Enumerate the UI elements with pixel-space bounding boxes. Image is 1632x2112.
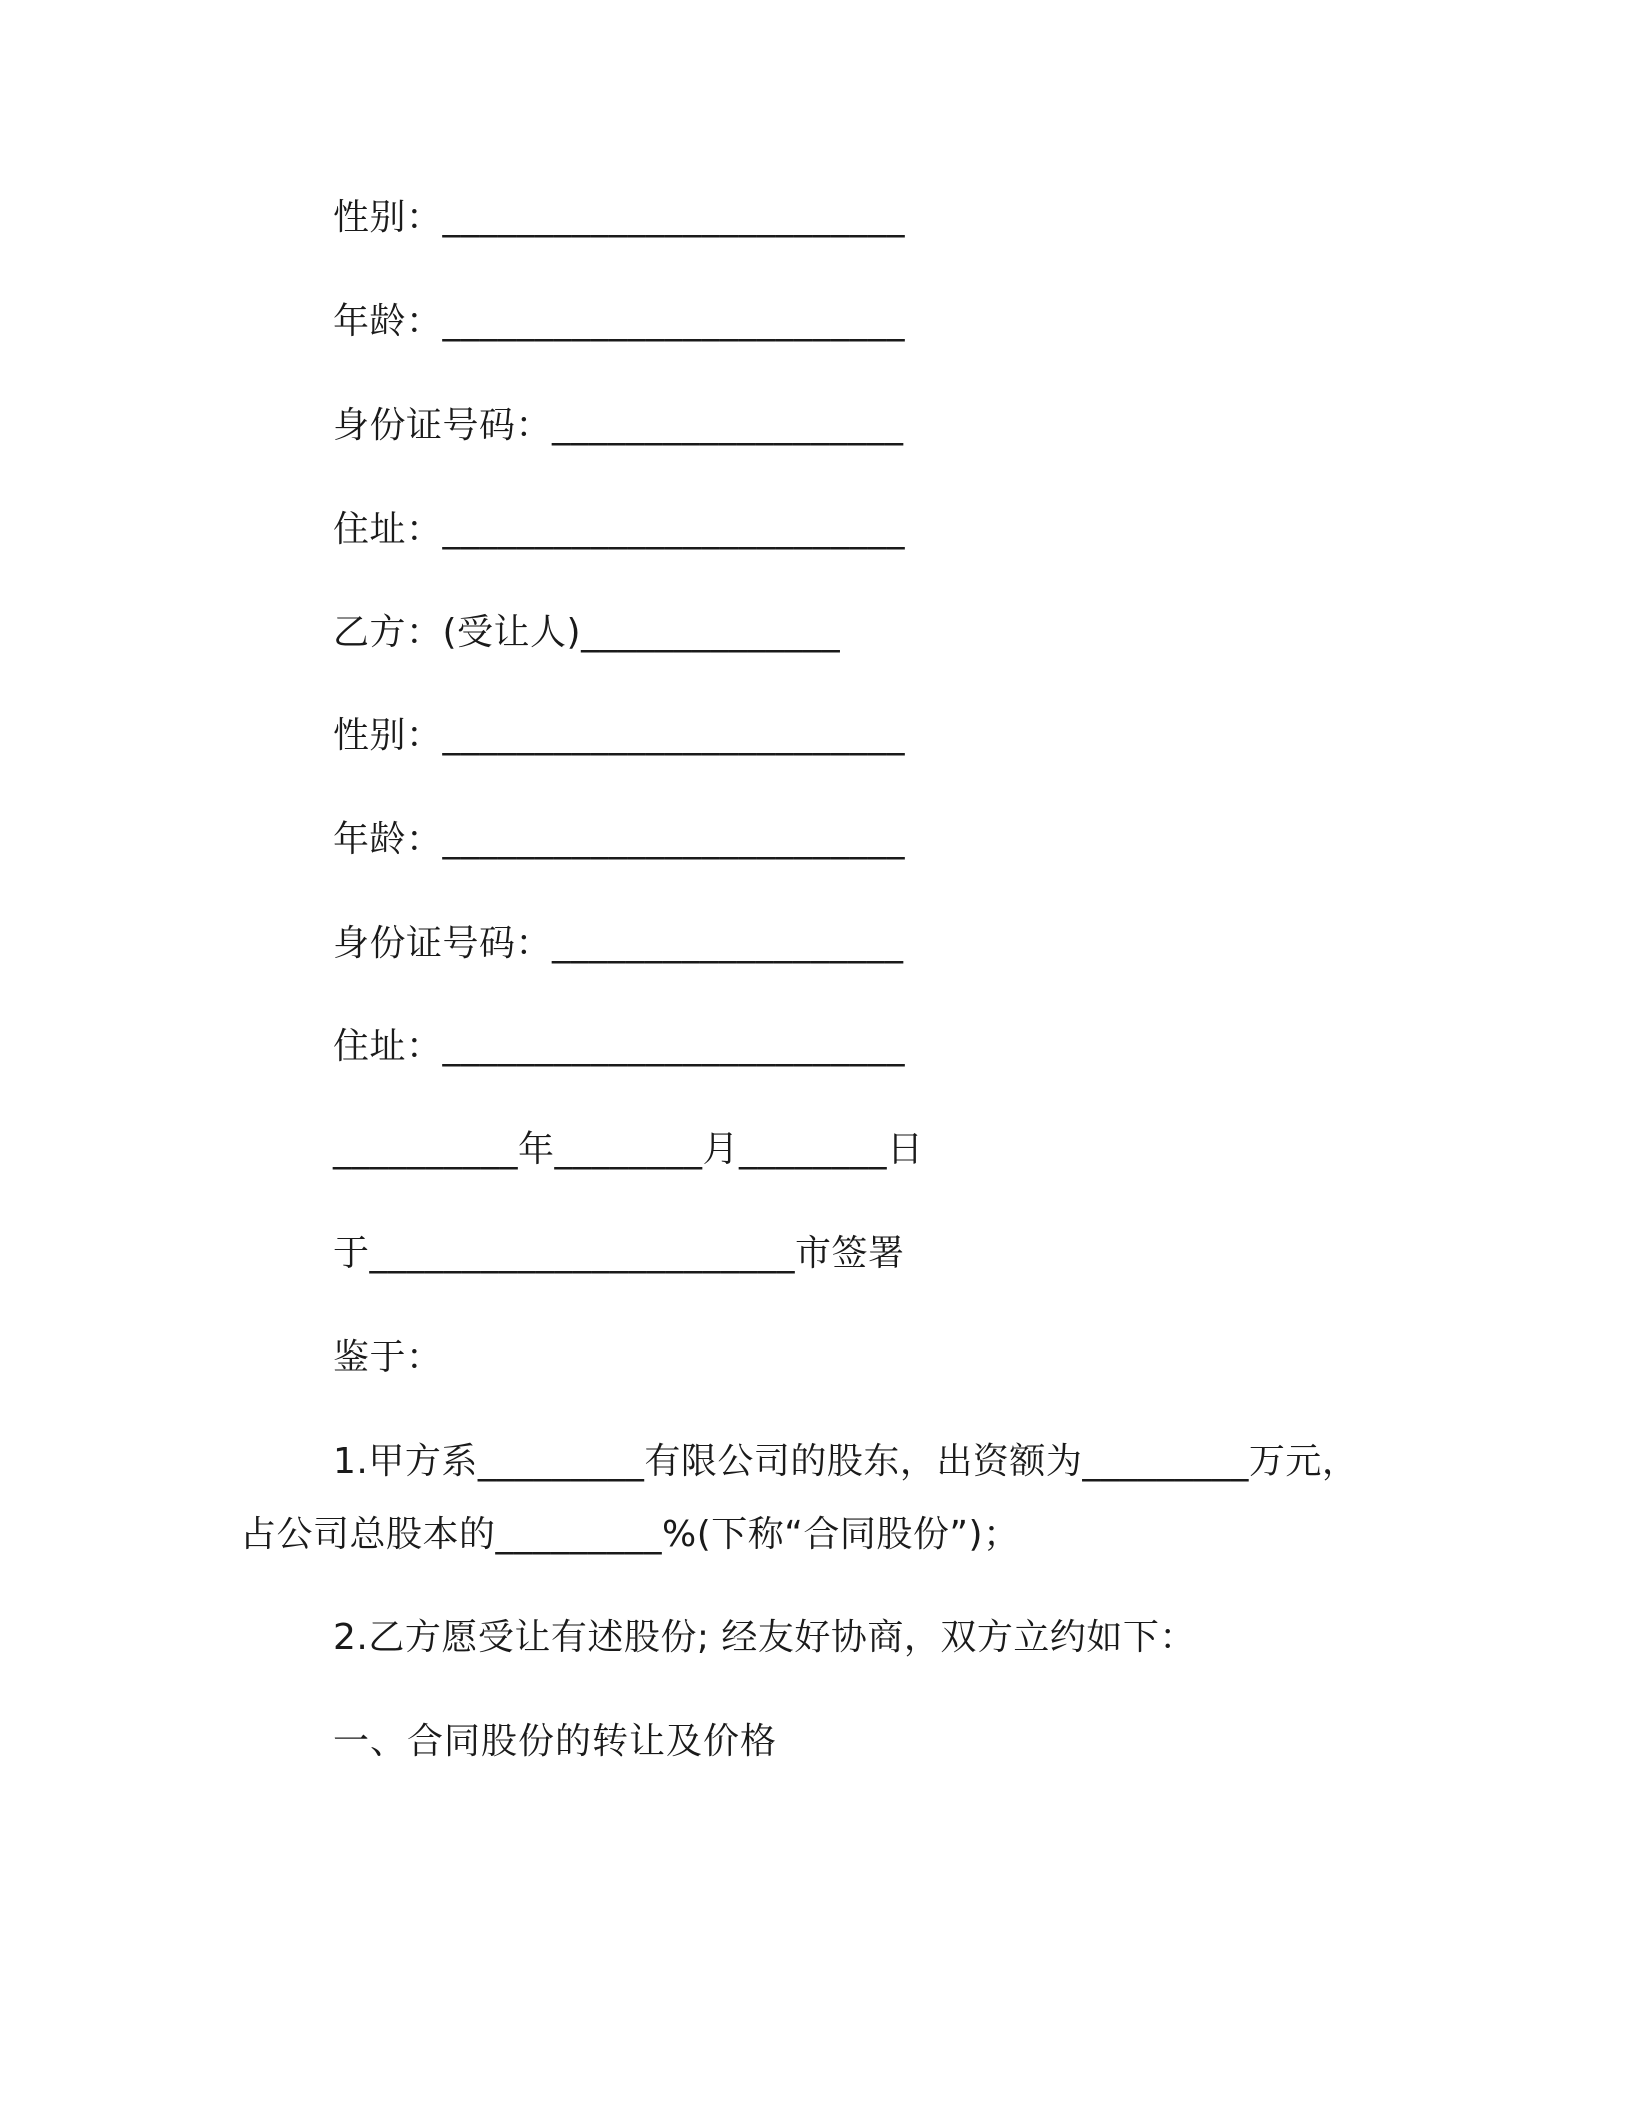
signing-city-field: 于_______________________市签署: [333, 1233, 905, 1274]
buyer-id-number-field: 身份证号码：___________________: [333, 923, 904, 964]
buyer-address-field: 住址：_________________________: [333, 1026, 906, 1067]
seller-age-field: 年龄：_________________________: [333, 301, 906, 342]
recital-2: 2.乙方愿受让有述股份; 经友好协商，双方立约如下：: [333, 1617, 1196, 1658]
signing-date-field: __________年________月________日: [333, 1129, 924, 1170]
buyer-gender-field: 性别：_________________________: [333, 715, 906, 756]
seller-gender-field: 性别：_________________________: [333, 197, 906, 238]
whereas-heading: 鉴于：: [333, 1337, 443, 1378]
seller-address-field: 住址：_________________________: [333, 509, 906, 550]
party-b-transferee-field: 乙方：(受让人)______________: [333, 612, 841, 653]
section-1-heading: 一、合同股份的转让及价格: [333, 1721, 778, 1762]
recital-1-line-2: 占公司总股本的_________%(下称“合同股份”)；: [240, 1514, 1020, 1555]
recital-1-line-1: 1.甲方系_________有限公司的股东，出资额为_________万元，: [333, 1441, 1359, 1482]
seller-id-number-field: 身份证号码：___________________: [333, 405, 904, 446]
buyer-age-field: 年龄：_________________________: [333, 819, 906, 860]
